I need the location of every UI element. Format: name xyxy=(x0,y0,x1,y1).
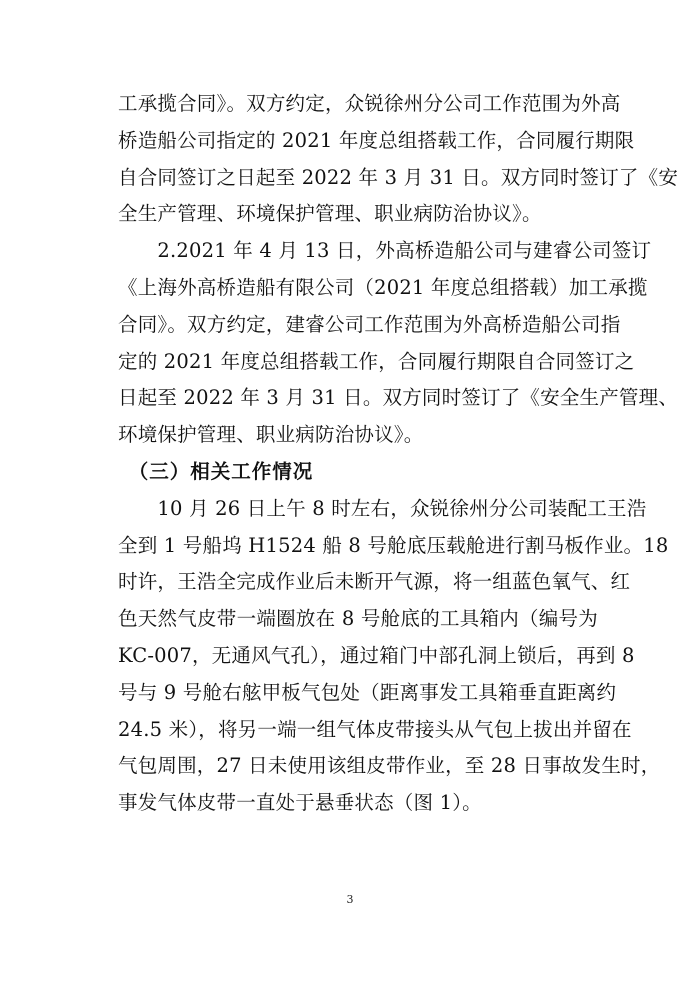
text-line: 气包周围，27 日未使用该组皮带作业，至 28 日事故发生时， xyxy=(118,754,661,778)
text-line: 工承揽合同》。双方约定，众锐徐州分公司工作范围为外高 xyxy=(118,92,621,115)
text-line: 2.2021 年 4 月 13 日，外高桥造船公司与建睿公司签订 xyxy=(118,239,652,263)
text-line: 事发气体皮带一直处于悬垂状态（图 1）。 xyxy=(118,791,482,815)
text-line: 色天然气皮带一端圈放在 8 号舱底的工具箱内（编号为 xyxy=(118,607,598,631)
body-text xyxy=(118,86,679,822)
text-line: 桥造船公司指定的 2021 年度总组搭载工作，合同履行期限 xyxy=(118,128,635,152)
text-line: 24.5 米），将另一端一组气体皮带接头从气包上拔出并留在 xyxy=(118,717,632,741)
text-line: 自合同签订之日起至 2022 年 3 月 31 日。双方同时签订了《安 xyxy=(118,165,679,189)
text-line: 时许，王浩全完成作业后未断开气源，将一组蓝色氧气、红 xyxy=(118,570,631,594)
page-number: 3 xyxy=(346,893,354,906)
text-line: 日起至 2022 年 3 月 31 日。双方同时签订了《安全生产管理、 xyxy=(118,386,679,410)
section-heading: （三）相关工作情况 xyxy=(118,459,314,483)
text-line: 合同》。双方约定，建睿公司工作范围为外高桥造船公司指 xyxy=(118,312,621,336)
text-line: 10 月 26 日上午 8 时左右，众锐徐州分公司装配工王浩 xyxy=(118,496,647,520)
text-line: 全生产管理、环境保护管理、职业病防治协议》。 xyxy=(118,202,542,226)
text-line: 定的 2021 年度总组搭载工作，合同履行期限自合同签订之 xyxy=(118,349,635,373)
text-line: 号与 9 号舱右舷甲板气包处（距离事发工具箱垂直距离约 xyxy=(118,680,617,704)
text-line: 环境保护管理、职业病防治协议》。 xyxy=(118,423,424,447)
text-line: 《上海外高桥造船有限公司（2021 年度总组搭载）加工承揽 xyxy=(118,275,648,299)
text-line: KC-007，无通风气孔），通过箱门中部孔洞上锁后，再到 8 xyxy=(118,643,635,667)
text-line: 全到 1 号船坞 H1524 船 8 号舱底压载舱进行割马板作业。18 xyxy=(118,533,669,557)
